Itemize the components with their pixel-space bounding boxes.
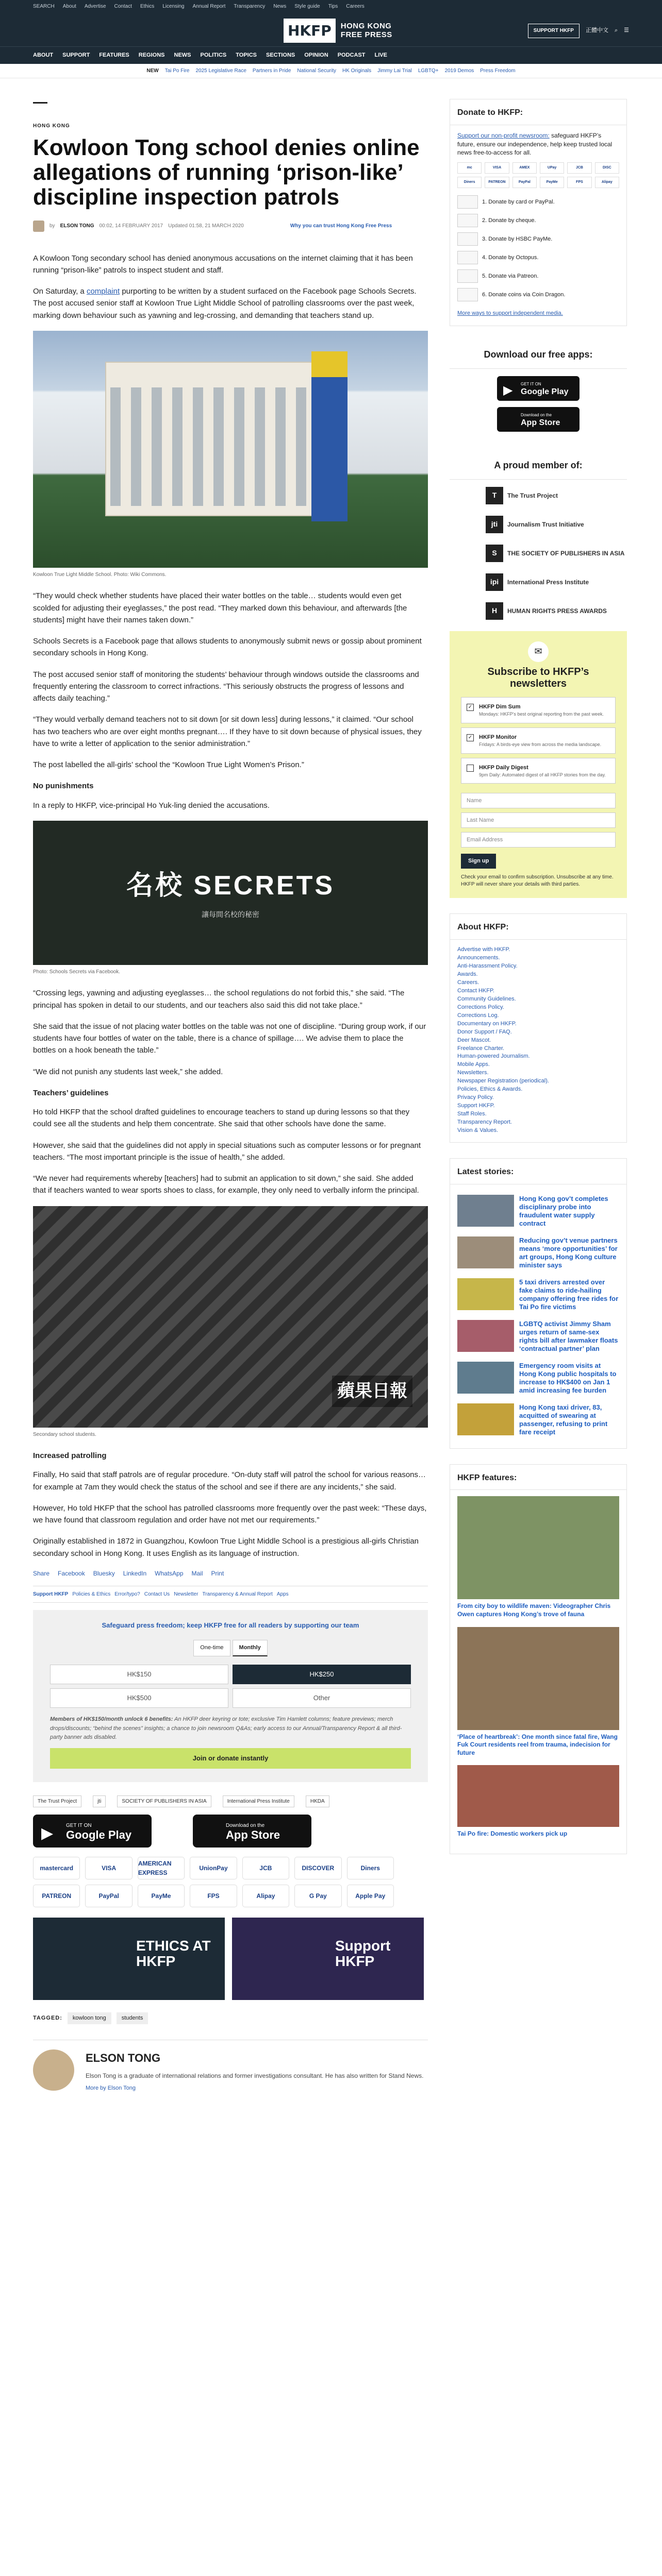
about-item[interactable]: Awards.: [457, 971, 478, 978]
trending-bar: [0, 64, 662, 78]
paypal-icon: PayPal: [512, 177, 537, 188]
member-ipi[interactable]: ipi International Press Institute: [486, 573, 627, 591]
students-photo: [33, 1206, 428, 1428]
nav-support[interactable]: SUPPORT: [62, 52, 90, 58]
features-title: HKFP features:: [450, 1465, 626, 1490]
nav-live[interactable]: LIVE: [374, 52, 387, 58]
secrets-image-text: 名校 SECRETS: [126, 870, 335, 901]
newsletter-signup: [450, 631, 627, 898]
support-promo-title: Support HKFP: [335, 1938, 391, 1969]
card-icon: [457, 195, 478, 209]
jcb-icon: JCB: [242, 1857, 289, 1879]
subheading: Teachers’ guidelines: [33, 1088, 109, 1097]
footer-link-newsletter[interactable]: Newsletter: [174, 1591, 198, 1597]
photo-caption: Photo: Schools Secrets via Facebook.: [33, 969, 120, 975]
payme-icon: PayMe: [138, 1885, 185, 1907]
article-footer-links: [33, 1586, 428, 1603]
about-item[interactable]: Community Guidelines.: [457, 995, 516, 1002]
masthead-actions: [528, 24, 629, 38]
feature-item[interactable]: [457, 1627, 619, 1757]
trending-item[interactable]: LGBTQ+: [418, 67, 439, 74]
subheading: No punishments: [33, 782, 94, 791]
visa-icon: VISA: [85, 1857, 132, 1879]
paragraph: In a reply to HKFP, vice-principal Ho Yuk-ling denied the accusations.: [33, 801, 270, 810]
apps-title: Download our free apps:: [450, 342, 627, 369]
paragraph: “They would check whether students have placed their water bottles on the table… students would even get scolded for adjusting their eyeglasses,” the post read. “They marked down this behaviour, and afterwards [the students] might have their names taken down.”: [33, 591, 407, 624]
newsletter-option-monitor[interactable]: ✓ HKFP Monitor Fridays: A birds-eye view from across the media landscape.: [461, 727, 616, 754]
topbar-link-annual-report[interactable]: Annual Report: [192, 4, 226, 10]
tags-row: [33, 2012, 428, 2024]
nav-about[interactable]: ABOUT: [33, 52, 54, 58]
photo-watermark: 蘋果日報: [332, 1376, 412, 1407]
topbar-link-about[interactable]: About: [62, 4, 76, 10]
share-facebook[interactable]: Facebook: [58, 1569, 85, 1577]
site-logo[interactable]: [284, 19, 392, 43]
about-item[interactable]: Vision & Values.: [457, 1127, 499, 1133]
donate-option[interactable]: 3. Donate by HSBC PayMe.: [457, 232, 619, 246]
nav-podcast[interactable]: PODCAST: [337, 52, 366, 58]
author-bio: Elson Tong is a graduate of international relations and former investigations consultant. He has also written for Stand News.: [86, 2072, 424, 2080]
paragraph: Originally established in 1872 in Guangzhou, Kowloon True Light Middle School is a prestigious all-girls Christian secondary school in Hong Kong. It uses English as its language of instruction.: [33, 1537, 419, 1558]
badge-hkda[interactable]: HKDA: [306, 1795, 329, 1808]
about-item[interactable]: Corrections Policy.: [457, 1004, 504, 1010]
last-name-field[interactable]: Last Name: [461, 812, 616, 828]
paragraph: “Crossing legs, yawning and adjusting eyeglasses… the school regulations do not forbid this,” she said. “The principal has spoken in detail to our students, and our teachers also said this did not take place.”: [33, 989, 405, 1010]
latest-title: Latest stories:: [450, 1159, 626, 1184]
donate-card-title: Donate to HKFP:: [450, 99, 626, 125]
author-box-name[interactable]: ELSON TONG: [86, 2052, 161, 2065]
donate-card-text: Support our non-profit newsroom: safeguard HKFP’s future, ensure our independence, help keep trusted local news free-to-access for all.: [457, 131, 613, 157]
about-item[interactable]: Transparency Report.: [457, 1118, 512, 1125]
amount-option-selected[interactable]: HK$250: [233, 1665, 411, 1684]
discover-icon: DISC: [595, 162, 619, 174]
tags-label: TAGGED:: [33, 2015, 62, 2022]
paragraph: Ho told HKFP that the school drafted guidelines to encourage teachers to stand up during lessons so that they could see all the students and help them concentrate. She said that other schools have done the same.: [33, 1108, 410, 1129]
logo-wordmark: HONG KONG FREE PRESS: [340, 22, 392, 39]
secrets-photo-figure: [33, 821, 428, 976]
fps-icon: FPS: [567, 177, 591, 188]
paragraph: “They would verbally demand teachers not to sit down [or sit down less] during lessons,” it claimed. “Our school has two teachers who are over eight months pregnant…. If they have to sit down because of physical issues, they have to write a letter of application to the senior administration.”: [33, 715, 422, 748]
footer-link-transparency[interactable]: Transparency & Annual Report: [202, 1591, 273, 1597]
paragraph: On Saturday, a complaint purporting to be written by a student surfaced on the Facebook page Schools Secrets. The post accused senior staff at Kowloon True Light Middle School of patrolling classrooms over the past week, marking down behaviour such as yawning and leg-crossing, and demanding that teachers stand up.: [33, 287, 417, 320]
unionpay-icon: UnionPay: [190, 1857, 237, 1879]
cheque-icon: [457, 214, 478, 227]
about-item[interactable]: Staff Roles.: [457, 1111, 487, 1117]
story-title[interactable]: Emergency room visits at Hong Kong public hospitals to increase to HK$400 on Jan 1 amid increasing fee burden: [519, 1361, 617, 1395]
trending-item[interactable]: HK Originals: [342, 67, 372, 74]
story-item[interactable]: [457, 1274, 619, 1316]
masthead: [0, 13, 662, 46]
topbar-link-ethics[interactable]: Ethics: [140, 4, 155, 10]
donate-option[interactable]: 1. Donate by card or PayPal.: [457, 195, 619, 209]
visa-icon: VISA: [485, 162, 509, 174]
tag-link[interactable]: students: [117, 2012, 148, 2024]
about-item[interactable]: Announcements.: [457, 955, 500, 961]
paragraph: However, Ho told HKFP that the school has patrolled classrooms more frequently over the past week: “These days, we have found that classroom regulation and order have not met our requirements.”: [33, 1503, 427, 1525]
badge-trust-project[interactable]: The Trust Project: [33, 1795, 81, 1808]
support-hkfp-button[interactable]: SUPPORT HKFP: [528, 24, 580, 38]
diners-icon: Diners: [347, 1857, 394, 1879]
donate-amounts: [50, 1665, 411, 1708]
applepay-icon: Apple Pay: [347, 1885, 394, 1907]
amount-option[interactable]: HK$500: [50, 1688, 228, 1708]
about-item[interactable]: Privacy Policy.: [457, 1094, 494, 1101]
author-avatar: [33, 221, 44, 232]
member-title: A proud member of:: [450, 452, 627, 480]
amount-option[interactable]: HK$150: [50, 1665, 228, 1684]
share-linkedin[interactable]: LinkedIn: [123, 1569, 147, 1577]
topbar-link-careers[interactable]: Careers: [346, 4, 365, 10]
membership-badges: [33, 1795, 428, 1808]
paypal-icon: PayPal: [85, 1885, 132, 1907]
trending-item[interactable]: Jimmy Lai Trial: [377, 67, 412, 74]
support-promo[interactable]: [232, 1918, 424, 2000]
patreon-icon: [457, 269, 478, 283]
share-bluesky[interactable]: Bluesky: [93, 1569, 115, 1577]
story-item[interactable]: [457, 1191, 619, 1232]
byline-prefix: by: [49, 223, 55, 229]
paragraph: Finally, Ho said that staff patrols are of regular procedure. “On-duty staff will patrol the school for various reasons… for example at 7am they would check the status of the school and see if there are any incidents,” she said.: [33, 1470, 426, 1492]
main-nav: [0, 46, 662, 64]
badge-jti[interactable]: jti: [93, 1795, 106, 1808]
story-thumbnail: [457, 1236, 514, 1268]
author-box: [33, 2040, 428, 2093]
donate-benefits-note: Members of HK$150/month unlock 6 benefits: An HKFP deer keyring or tote; exclusive Tim Hamlett columns; feature previews; merch drops/discounts; “behind the scenes” insights; a chance to join newsroom Q&As; early access to our Annual/Transparency Report & all third-party banner ads disabled.: [50, 1716, 402, 1740]
jcb-icon: JCB: [567, 162, 591, 174]
story-thumbnail: [457, 1403, 514, 1435]
promo-banners: [33, 1918, 428, 2000]
feature-image: [457, 1765, 619, 1827]
tab-monthly[interactable]: Monthly: [233, 1640, 268, 1656]
tag-link[interactable]: kowloon tong: [68, 2012, 111, 2024]
about-card: [450, 913, 627, 1142]
story-title[interactable]: LGBTQ activist Jimmy Sham urges return of same-sex rights bill after lawmaker floats ‘contractual partner’ plan: [519, 1319, 618, 1353]
story-item[interactable]: [457, 1316, 619, 1358]
topbar-link-licensing[interactable]: Licensing: [162, 4, 185, 10]
google-play-icon: ▶: [41, 1825, 54, 1842]
search-link[interactable]: SEARCH: [33, 4, 55, 10]
octopus-icon: [457, 251, 478, 264]
donate-card-link[interactable]: Support our non-profit newsroom:: [457, 131, 550, 139]
paragraph: She said that the issue of not placing water bottles on the table was not one of discipline. “During group work, if our students have four bottles of water on the table, there is a chance of spillage…. We advise them to place the bottles on a hook beneath the table.”: [33, 1022, 426, 1055]
email-field[interactable]: Email Address: [461, 832, 616, 848]
amex-icon: AMERICAN EXPRESS: [138, 1857, 185, 1879]
discover-icon: DISCOVER: [294, 1857, 341, 1879]
students-photo-figure: [33, 1206, 428, 1439]
trending-item[interactable]: 2025 Legislative Race: [195, 67, 246, 74]
payme-icon: [457, 232, 478, 246]
article: [33, 102, 428, 2093]
donate-card-payments: [457, 162, 619, 188]
fps-icon: FPS: [190, 1885, 237, 1907]
subheading: Increased patrolling: [33, 1451, 107, 1461]
paragraph: However, she said that the guidelines did not apply in special situations such as computer lessons or for pregnant teachers. “The most important principle is the issue of health,” she added.: [33, 1141, 421, 1162]
payme-icon: PayMe: [540, 177, 564, 188]
story-title[interactable]: Hong Kong gov’t completes disciplinary probe into fraudulent water supply contract: [519, 1194, 608, 1228]
nav-sections[interactable]: SECTIONS: [266, 52, 295, 58]
donate-option[interactable]: 5. Donate via Patreon.: [457, 269, 619, 283]
signup-button[interactable]: Sign up: [461, 854, 496, 869]
coin-icon: [457, 288, 478, 301]
donate-widget: [33, 1610, 428, 1782]
feature-title[interactable]: From city boy to wildlife maven: Videographer Chris Owen captures Hong Kong’s trove of fauna: [457, 1602, 611, 1618]
author-photo: [33, 2049, 74, 2091]
page-body: [0, 78, 662, 2576]
share-print[interactable]: Print: [211, 1569, 224, 1577]
about-item[interactable]: Donor Support / FAQ.: [457, 1028, 512, 1035]
secrets-image-subtext: 讓每間名校的秘密: [202, 910, 259, 919]
donate-card: [450, 99, 627, 326]
school-photo-figure: [33, 331, 428, 579]
app-store-row: [33, 1815, 428, 1848]
story-item[interactable]: [457, 1358, 619, 1399]
language-switch[interactable]: 正體中文: [585, 27, 608, 34]
paragraph: The post labelled the all-girls’ school the “Kowloon True Light Women’s Prison.”: [33, 760, 304, 770]
secrets-photo: [33, 821, 428, 965]
share-mail[interactable]: Mail: [191, 1569, 203, 1577]
newsletter-title: Subscribe to HKFP’s newsletters: [487, 666, 589, 690]
title-rule: [33, 102, 47, 104]
paragraph: “We did not punish any students last week,” she added.: [33, 1067, 223, 1076]
topbar-link-transparency[interactable]: Transparency: [234, 4, 266, 10]
feature-image: [457, 1496, 619, 1599]
topbar-link-news[interactable]: News: [273, 4, 287, 10]
share-label: Share: [33, 1569, 50, 1577]
about-item[interactable]: Deer Mascot.: [457, 1037, 491, 1043]
feature-title[interactable]: ‘Place of heartbreak’: One month since fatal fire, Wang Fuk Court residents reel from trauma, indecision for future: [457, 1733, 618, 1756]
about-item[interactable]: Freelance Charter.: [457, 1045, 505, 1052]
badge-sopa[interactable]: SOCIETY OF PUBLISHERS IN ASIA: [117, 1795, 211, 1808]
about-item[interactable]: Human-powered Journalism.: [457, 1053, 530, 1060]
alipay-icon: Alipay: [595, 177, 619, 188]
trending-item[interactable]: 2019 Demos: [444, 67, 474, 74]
nav-regions[interactable]: REGIONS: [138, 52, 165, 58]
google-play-icon: ▶: [503, 383, 513, 398]
topbar-link-contact[interactable]: Contact: [114, 4, 132, 10]
author-link[interactable]: ELSON TONG: [60, 223, 94, 229]
footer-link-contact[interactable]: Contact Us: [144, 1591, 170, 1597]
latest-stories-card: [450, 1158, 627, 1449]
sidebar: [450, 99, 627, 1870]
trending-label: NEW: [146, 67, 159, 74]
features-card: [450, 1464, 627, 1854]
patreon-icon: PATREON: [485, 177, 509, 188]
story-thumbnail: [457, 1278, 514, 1310]
complaint-link[interactable]: complaint: [86, 287, 120, 296]
footer-link-support[interactable]: Support HKFP: [33, 1591, 69, 1597]
story-thumbnail: [457, 1320, 514, 1352]
feature-image: [457, 1627, 619, 1730]
newsletter-note: Check your email to confirm subscription. Unsubscribe at any time. HKFP will never share your details with third parties.: [461, 874, 614, 887]
amex-icon: AMEX: [512, 162, 537, 174]
topbar-link-style-guide[interactable]: Style guide: [294, 4, 320, 10]
member-sopa[interactable]: S THE SOCIETY OF PUBLISHERS IN ASIA: [486, 545, 627, 562]
topbar-link-advertise[interactable]: Advertise: [84, 4, 106, 10]
school-photo: [33, 331, 428, 568]
story-thumbnail: [457, 1195, 514, 1227]
donate-option[interactable]: 6. Donate coins via Coin Dragon.: [457, 288, 619, 301]
payment-methods: [33, 1857, 394, 1907]
badge-ipi[interactable]: International Press Institute: [223, 1795, 294, 1808]
category-label[interactable]: HONG KONG: [33, 123, 70, 129]
footer-link-error[interactable]: Error/typo?: [114, 1591, 140, 1597]
mastercard-icon: mastercard: [33, 1857, 80, 1879]
about-item[interactable]: Anti-Harassment Policy.: [457, 963, 518, 970]
donate-submit-button[interactable]: Join or donate instantly: [50, 1748, 411, 1769]
more-by-author-link[interactable]: More by Elson Tong: [86, 2085, 136, 2091]
feature-item[interactable]: [457, 1765, 619, 1838]
trust-link[interactable]: Why you can trust Hong Kong Free Press: [290, 223, 392, 229]
mastercard-icon: mc: [457, 162, 482, 174]
byline: [33, 221, 428, 232]
jti-icon: jti: [486, 516, 503, 533]
footer-link-policies[interactable]: Policies & Ethics: [72, 1591, 111, 1597]
app-store-button[interactable]: Download on the App Store: [193, 1815, 311, 1848]
diners-icon: Diners: [457, 177, 482, 188]
about-item[interactable]: Corrections Log.: [457, 1012, 499, 1019]
about-item[interactable]: Newspaper Registration (periodical).: [457, 1078, 549, 1084]
logo-mark: HKFP: [284, 19, 336, 43]
updated-date: Updated 01:58, 21 MARCH 2020: [168, 223, 244, 229]
top-utility-bar: [0, 0, 662, 13]
patreon-icon: PATREON: [33, 1885, 80, 1907]
sidebar-app-store-button[interactable]: Download on the App Store: [497, 407, 580, 432]
alipay-icon: Alipay: [242, 1885, 289, 1907]
hrpa-icon: H: [486, 602, 503, 620]
newsletter-option-dim-sum[interactable]: ✓ HKFP Dim Sum Mondays: HKFP’s best original reporting from the past week.: [461, 697, 616, 723]
newsletter-option-daily-digest[interactable]: HKFP Daily Digest 9pm Daily: Automated digest of all HKFP stories from the day.: [461, 758, 616, 784]
publish-date: 00:02, 14 FEBRUARY 2017: [99, 223, 163, 229]
about-list: [457, 946, 619, 1135]
checkbox-checked[interactable]: ✓: [467, 734, 474, 741]
donate-option[interactable]: 2. Donate by cheque.: [457, 214, 619, 227]
nav-opinion[interactable]: OPINION: [304, 52, 328, 58]
unionpay-icon: UPay: [540, 162, 564, 174]
story-title[interactable]: Hong Kong taxi driver, 83, acquitted of swearing at passenger, refusing to print fare receipt: [519, 1403, 608, 1436]
nav-politics[interactable]: POLITICS: [200, 52, 227, 58]
about-item[interactable]: Documentary on HKFP.: [457, 1020, 517, 1027]
google-play-button[interactable]: ▶ GET IT ON Google Play: [33, 1815, 152, 1848]
paragraph: A Kowloon Tong secondary school has denied anonymous accusations on the internet claiming that it has been running “prison-like” patrols to inspect student and staff.: [33, 253, 413, 275]
trust-project-icon: T: [486, 487, 503, 504]
photo-caption: Secondary school students.: [33, 1431, 96, 1437]
paragraph: Schools Secrets is a Facebook page that allows students to anonymously submit news or gossip about prominent secondary schools in Hong Kong.: [33, 637, 422, 658]
name-field[interactable]: Name: [461, 793, 616, 808]
donate-heading: Safeguard press freedom; keep HKFP free for all readers by supporting our team: [102, 1621, 359, 1630]
footer-link-apps[interactable]: Apps: [276, 1591, 289, 1597]
about-item[interactable]: Advertise with HKFP.: [457, 946, 510, 953]
checkbox[interactable]: [467, 765, 474, 772]
about-item[interactable]: Mobile Apps.: [457, 1061, 490, 1068]
paragraph: The post accused senior staff of monitoring the students’ behaviour through windows outside the classrooms and frequently entering the classroom to correct infractions. “This seriously obstructs the progress of lessons and affects daily teaching.”: [33, 670, 419, 703]
paragraph: “We never had requirements whereby [teachers] had to submit an application to sit down,” she said. She added that if teachers wanted to wear sports shoes to class, for example, they only need to verbally inform the principal.: [33, 1174, 419, 1195]
about-item[interactable]: Support HKFP.: [457, 1103, 495, 1109]
envelope-icon: ✉: [528, 641, 549, 662]
story-title[interactable]: Reducing gov’t venue partners means ‘more opportunities’ for art groups, Hong Kong culture minister says: [519, 1236, 618, 1269]
nav-news[interactable]: NEWS: [174, 52, 191, 58]
photo-caption: Kowloon True Light Middle School. Photo: Wiki Commons.: [33, 571, 167, 578]
trending-item[interactable]: Press Freedom: [480, 67, 516, 74]
tab-one-time[interactable]: One-time: [193, 1640, 230, 1656]
nav-topics[interactable]: TOPICS: [236, 52, 257, 58]
story-item[interactable]: [457, 1399, 619, 1441]
gpay-icon: G Pay: [294, 1885, 341, 1907]
sidebar-google-play-button[interactable]: ▶ GET IT ON Google Play: [497, 376, 580, 401]
story-thumbnail: [457, 1362, 514, 1394]
amount-option-other[interactable]: Other: [233, 1688, 411, 1708]
feature-title[interactable]: Tai Po fire: Domestic workers pick up: [457, 1830, 568, 1838]
trending-item[interactable]: National Security: [297, 67, 336, 74]
about-item[interactable]: Contact HKFP.: [457, 987, 494, 994]
topbar-link-tips[interactable]: Tips: [328, 4, 338, 10]
checkbox-checked[interactable]: ✓: [467, 704, 474, 711]
story-title[interactable]: 5 taxi drivers arrested over fake claims to ride-hailing company offering free rides for Tai Po fire victims: [519, 1278, 619, 1311]
feature-item[interactable]: [457, 1496, 619, 1618]
sopa-icon: S: [486, 545, 503, 562]
about-item[interactable]: Policies, Ethics & Awards.: [457, 1086, 523, 1093]
member-jti[interactable]: jti Journalism Trust Initiative: [486, 516, 627, 533]
ipi-icon: ipi: [486, 573, 503, 591]
about-item[interactable]: Newsletters.: [457, 1070, 489, 1076]
member-trust-project[interactable]: T The Trust Project: [486, 487, 627, 504]
member-hrpa[interactable]: H HUMAN RIGHTS PRESS AWARDS: [486, 602, 627, 620]
article-title: Kowloon Tong school denies online allegations of running ‘prison-like’ discipline inspection patrols: [33, 134, 420, 210]
about-item[interactable]: Careers.: [457, 979, 479, 986]
about-title: About HKFP:: [450, 914, 626, 940]
ethics-promo-title: ETHICS AT HKFP: [136, 1938, 211, 1969]
more-ways-link[interactable]: More ways to support independent media.: [457, 310, 563, 317]
share-whatsapp[interactable]: WhatsApp: [155, 1569, 184, 1577]
trending-item[interactable]: Tai Po Fire: [164, 67, 190, 74]
story-item[interactable]: [457, 1232, 619, 1274]
menu-icon[interactable]: ☰: [624, 27, 629, 34]
nav-features[interactable]: FEATURES: [99, 52, 129, 58]
search-icon[interactable]: ⌕: [614, 27, 618, 34]
donate-option[interactable]: 4. Donate by Octopus.: [457, 251, 619, 264]
trending-item[interactable]: Partners in Pride: [252, 67, 291, 74]
donate-frequency-tabs: [47, 1640, 413, 1656]
share-bar: [33, 1569, 428, 1579]
ethics-promo[interactable]: [33, 1918, 225, 2000]
